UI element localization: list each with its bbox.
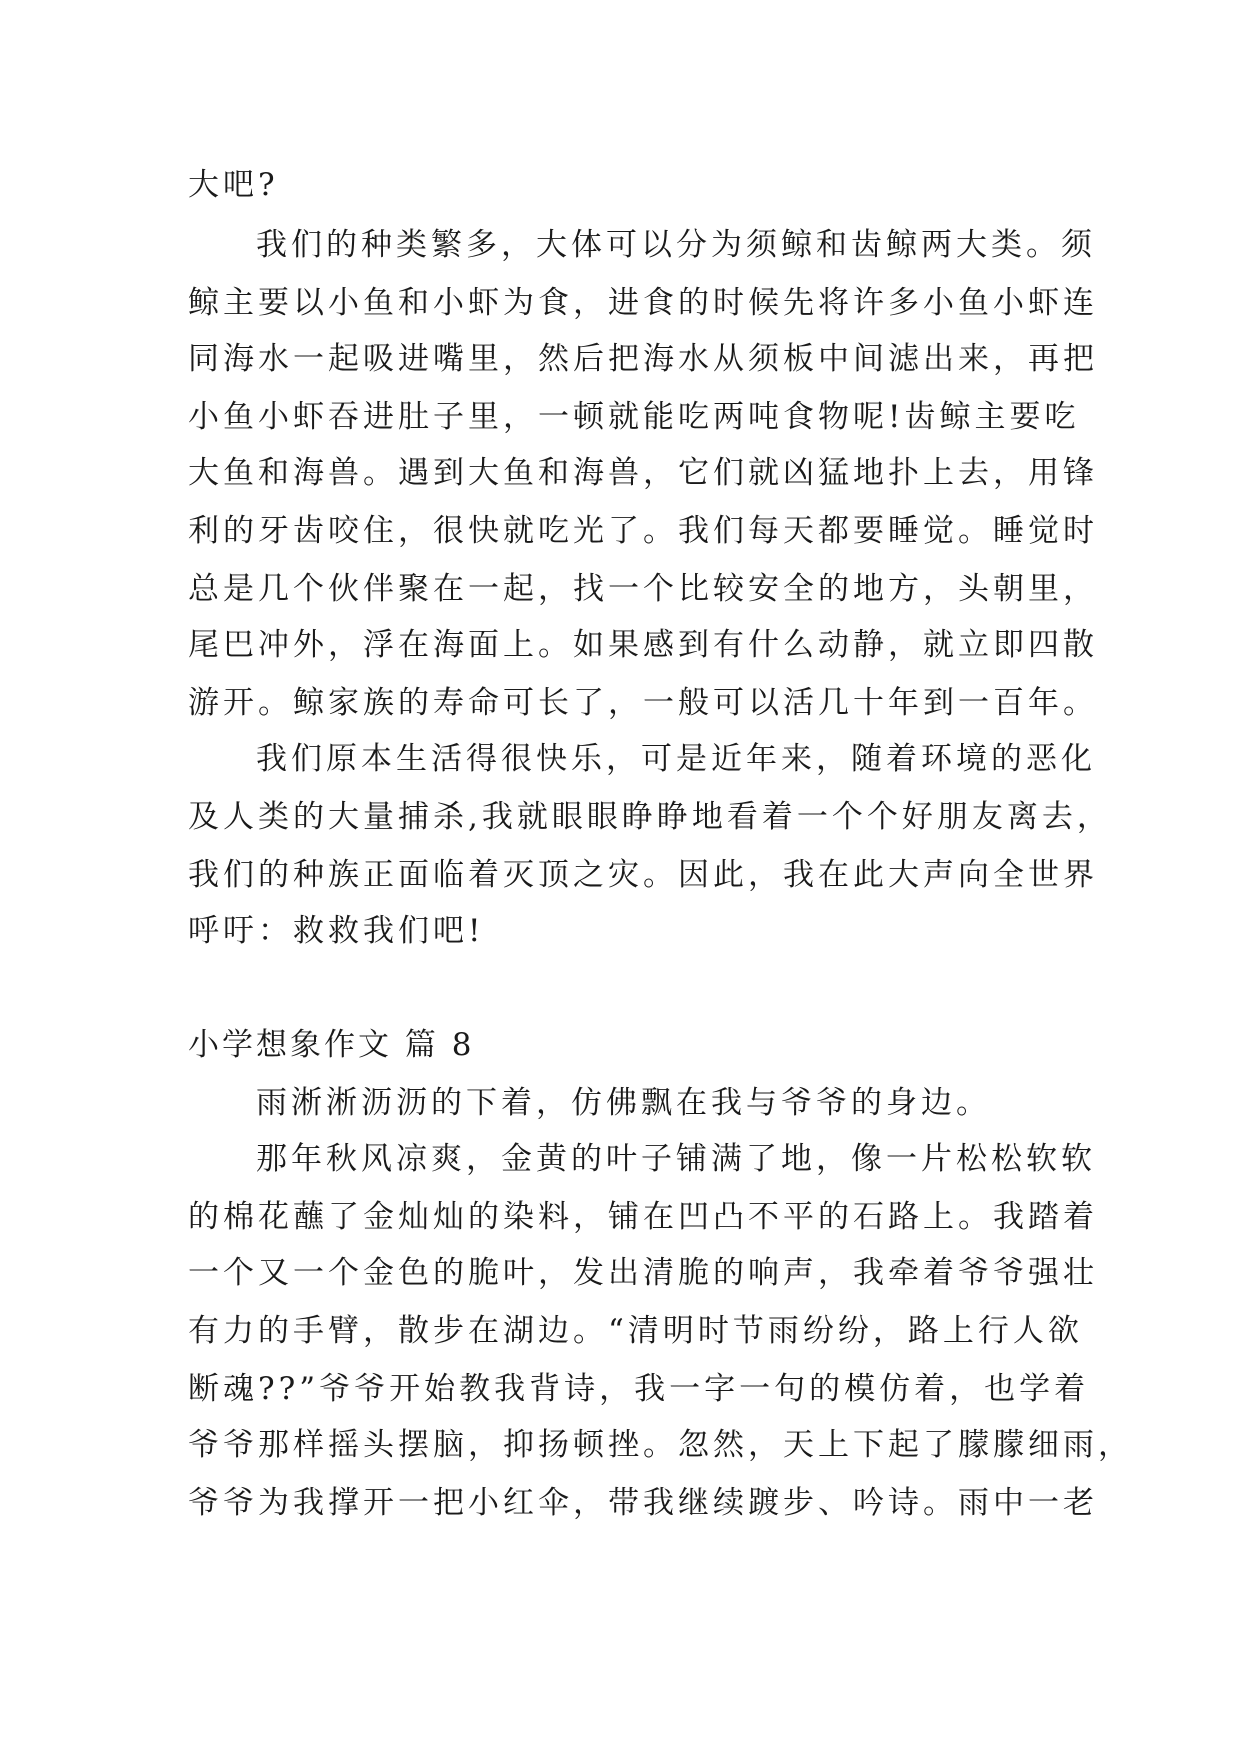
paragraph-first-line: 我们的种类繁多，大体可以分为须鲸和齿鲸两大类。须 bbox=[256, 227, 1096, 263]
text-line: 爷爷那样摇头摆脑，抑扬顿挫。忽然，天上下起了朦朦细雨， bbox=[188, 1427, 1133, 1463]
text-line: 断魂??”爷爷开始教我背诗，我一字一句的模仿着，也学着 bbox=[188, 1371, 1090, 1407]
text-line: 利的牙齿咬住，很快就吃光了。我们每天都要睡觉。睡觉时 bbox=[188, 513, 1098, 549]
text-line: 大鱼和海兽。遇到大鱼和海兽，它们就凶猛地扑上去，用锋 bbox=[188, 455, 1098, 491]
section-heading: 小学想象作文 篇 8 bbox=[188, 1027, 475, 1063]
text-line: 及人类的大量捕杀,我就眼眼睁睁地看着一个个好朋友离去， bbox=[188, 799, 1112, 835]
paragraph-first-line: 那年秋风凉爽，金黄的叶子铺满了地，像一片松松软软 bbox=[256, 1141, 1096, 1177]
text-line: 尾巴冲外，浮在海面上。如果感到有什么动静，就立即四散 bbox=[188, 627, 1098, 663]
text-line: 一个又一个金色的脆叶，发出清脆的响声，我牵着爷爷强壮 bbox=[188, 1255, 1098, 1291]
text-line: 大吧? bbox=[188, 167, 279, 203]
text-line: 鲸主要以小鱼和小虾为食，进食的时候先将许多小鱼小虾连 bbox=[188, 285, 1098, 321]
text-line: 有力的手臂，散步在湖边。“清明时节雨纷纷，路上行人欲 bbox=[188, 1313, 1083, 1349]
text-line: 小鱼小虾吞进肚子里，一顿就能吃两吨食物呢!齿鲸主要吃 bbox=[188, 399, 1080, 435]
paragraph-first-line: 我们原本生活得很快乐，可是近年来，随着环境的恶化 bbox=[256, 741, 1096, 777]
text-line: 爷爷为我撑开一把小红伞，带我继续踱步、吟诗。雨中一老 bbox=[188, 1485, 1098, 1521]
paragraph-first-line: 雨淅淅沥沥的下着，仿佛飘在我与爷爷的身边。 bbox=[256, 1085, 991, 1121]
text-line: 我们的种族正面临着灭顶之灾。因此，我在此大声向全世界 bbox=[188, 857, 1098, 893]
text-line: 呼吁：救救我们吧! bbox=[188, 913, 485, 949]
text-line: 同海水一起吸进嘴里，然后把海水从须板中间滤出来，再把 bbox=[188, 341, 1098, 377]
text-line: 游开。鲸家族的寿命可长了，一般可以活几十年到一百年。 bbox=[188, 685, 1098, 721]
text-line: 总是几个伙伴聚在一起，找一个比较安全的地方，头朝里， bbox=[188, 571, 1098, 607]
text-line: 的棉花蘸了金灿灿的染料，铺在凹凸不平的石路上。我踏着 bbox=[188, 1199, 1098, 1235]
